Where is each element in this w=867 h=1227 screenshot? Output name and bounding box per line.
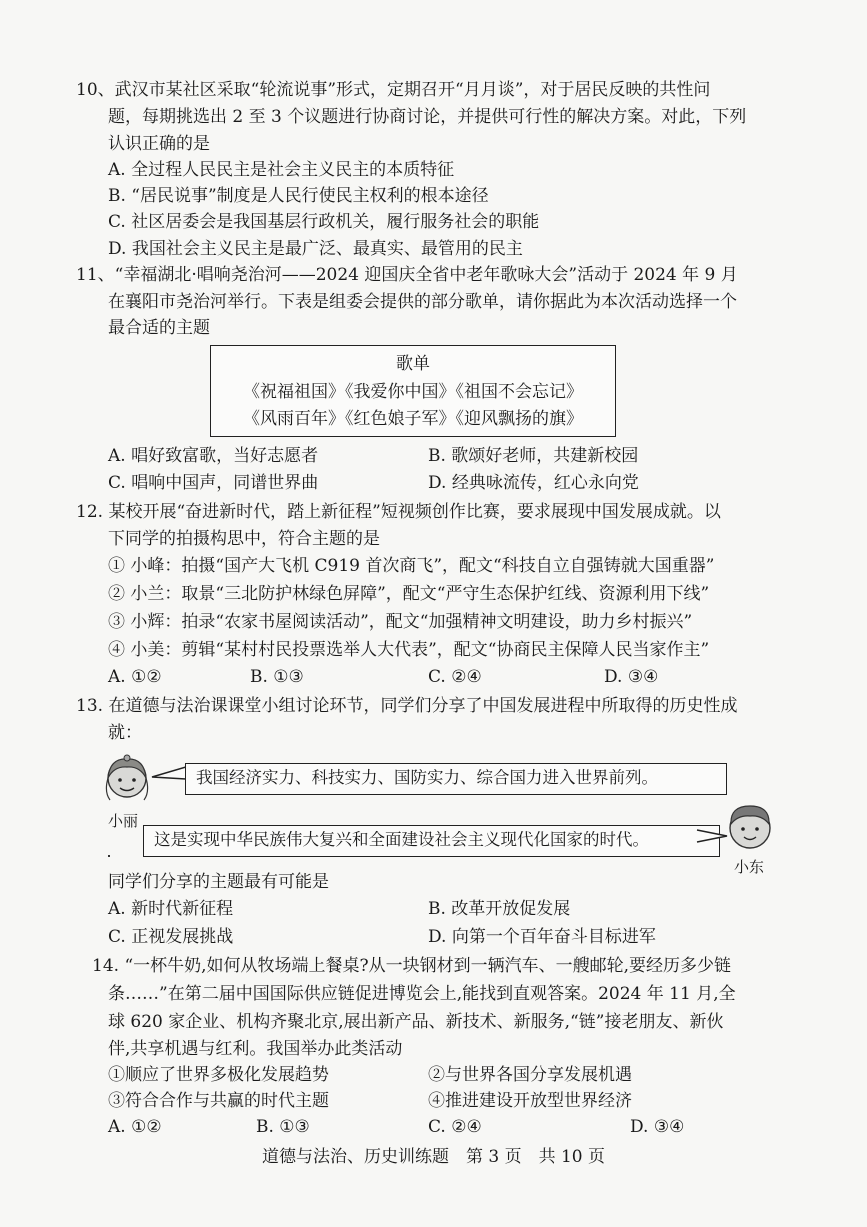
speech-text-xiaoli: 我国经济实力、科技实力、国防实力、综合国力进入世界前列。 bbox=[196, 768, 658, 787]
q14-item-2: ②与世界各国分享发展机遇 bbox=[428, 1065, 632, 1085]
q13-option-c: C. 正视发展挑战 bbox=[108, 927, 234, 947]
q14-option-d: D. ③④ bbox=[630, 1117, 685, 1137]
q10-stem-line3: 认识正确的是 bbox=[108, 134, 210, 154]
q12-option-a: A. ①② bbox=[108, 667, 162, 687]
q13-stem-line1: 13. 在道德与法治课课堂小组讨论环节，同学们分享了中国发展进程中所取得的历史性成 bbox=[76, 696, 738, 716]
speech-pointer-1 bbox=[150, 765, 186, 785]
q11-option-d: D. 经典咏流传，红心永向党 bbox=[428, 473, 639, 493]
q14-option-a: A. ①② bbox=[108, 1117, 162, 1137]
q10-option-a: A. 全过程人民民主是社会主义民主的本质特征 bbox=[108, 160, 455, 180]
scan-mark bbox=[108, 855, 110, 857]
q14-option-b: B. ①③ bbox=[256, 1117, 310, 1137]
boy-avatar-icon bbox=[722, 800, 778, 854]
q12-item-1: ① 小峰：拍摄“国产大飞机 C919 首次商飞”，配文“科技自立自强铸就大国重器” bbox=[108, 556, 715, 576]
song-list-title: 歌单 bbox=[396, 354, 430, 374]
q12-item-2: ② 小兰：取景“三北防护林绿色屏障”，配文“严守生态保护红线、资源利用下线” bbox=[108, 584, 710, 604]
q14-option-c: C. ②④ bbox=[428, 1117, 482, 1137]
speech-bubble-xiaoli bbox=[185, 763, 727, 795]
q13-stem-line3: 同学们分享的主题最有可能是 bbox=[108, 872, 329, 892]
q12-option-b: B. ①③ bbox=[250, 667, 304, 687]
q12-item-3: ③ 小辉：拍录“农家书屋阅读活动”，配文“加强精神文明建设，助力乡村振兴” bbox=[108, 612, 693, 632]
q10-stem-line2: 题，每期挑选出 2 至 3 个议题进行协商讨论，并提供可行性的解决方案。对此，下列 bbox=[108, 107, 747, 127]
q11-stem-line2: 在襄阳市尧治河举行。下表是组委会提供的部分歌单，请你据此为本次活动选择一个 bbox=[108, 292, 737, 312]
q14-stem-line3: 球 620 家企业、机构齐聚北京,展出新产品、新技术、新服务,“链”接老朋友、新伙 bbox=[108, 1012, 724, 1032]
q14-item-4: ④推进建设开放型世界经济 bbox=[428, 1091, 632, 1111]
q11-stem-line3: 最合适的主题 bbox=[108, 318, 210, 338]
girl-avatar-icon bbox=[96, 752, 158, 808]
q14-item-1: ①顺应了世界多极化发展趋势 bbox=[108, 1065, 329, 1085]
q12-option-d: D. ③④ bbox=[604, 667, 659, 687]
q13-option-a: A. 新时代新征程 bbox=[108, 899, 234, 919]
q11-stem-line1: 11、“幸福湖北·唱响尧治河——2024 迎国庆全省中老年歌咏大会”活动于 2024 年 9 月 bbox=[76, 265, 738, 285]
song-list-row2: 《风雨百年》《红色娘子军》《迎风飘扬的旗》 bbox=[243, 409, 583, 429]
q10-stem-line1: 10、武汉市某社区采取“轮流说事”形式，定期召开“月月谈”，对于居民反映的共性问 bbox=[76, 80, 711, 100]
q11-option-a: A. 唱好致富歌，当好志愿者 bbox=[108, 446, 319, 466]
q14-stem-line1: 14. “一杯牛奶,如何从牧场端上餐桌?从一块钢材到一辆汽车、一艘邮轮,要经历多少链 bbox=[92, 956, 732, 976]
page-footer: 道德与法治、历史训练题 第 3 页 共 10 页 bbox=[261, 1147, 606, 1167]
q10-option-b: B. “居民说事”制度是人民行使民主权利的根本途径 bbox=[108, 186, 489, 206]
q13-option-b: B. 改革开放促发展 bbox=[428, 899, 571, 919]
q14-stem-line4: 伴,共享机遇与红利。我国举办此类活动 bbox=[108, 1039, 403, 1059]
song-list-table bbox=[210, 345, 616, 437]
q11-option-c: C. 唱响中国声，同谱世界曲 bbox=[108, 473, 319, 493]
q12-stem-line2: 下同学的拍摄构思中，符合主题的是 bbox=[108, 529, 380, 549]
q10-option-d: D. 我国社会主义民主是最广泛、最真实、最管用的民主 bbox=[108, 239, 523, 259]
q11-option-b: B. 歌颂好老师，共建新校园 bbox=[428, 446, 639, 466]
q13-stem-line2: 就： bbox=[108, 723, 142, 743]
q12-item-4: ④ 小美：剪辑“某村村民投票选举人大代表”，配文“协商民主保障人民当家作主” bbox=[108, 640, 710, 660]
speech-text-xiaodong: 这是实现中华民族伟大复兴和全面建设社会主义现代化国家的时代。 bbox=[154, 830, 649, 849]
q12-stem-line1: 12. 某校开展“奋进新时代，踏上新征程”短视频创作比赛，要求展现中国发展成就。以 bbox=[76, 502, 721, 522]
song-list-row1: 《祝福祖国》《我爱你中国》《祖国不会忘记》 bbox=[243, 382, 583, 402]
q14-item-3: ③符合合作与共赢的时代主题 bbox=[108, 1091, 329, 1111]
q12-option-c: C. ②④ bbox=[428, 667, 482, 687]
speaker-name-xiaodong: 小东 bbox=[734, 858, 765, 876]
q14-stem-line2: 条……”在第二届中国国际供应链促进博览会上,能找到直观答案。2024 年 11 月,全 bbox=[108, 984, 736, 1004]
q13-option-d: D. 向第一个百年奋斗目标进军 bbox=[428, 927, 656, 947]
q10-option-c: C. 社区居委会是我国基层行政机关，履行服务社会的职能 bbox=[108, 212, 540, 232]
speech-bubble-xiaodong bbox=[143, 825, 720, 857]
speaker-name-xiaoli: 小丽 bbox=[108, 812, 139, 830]
